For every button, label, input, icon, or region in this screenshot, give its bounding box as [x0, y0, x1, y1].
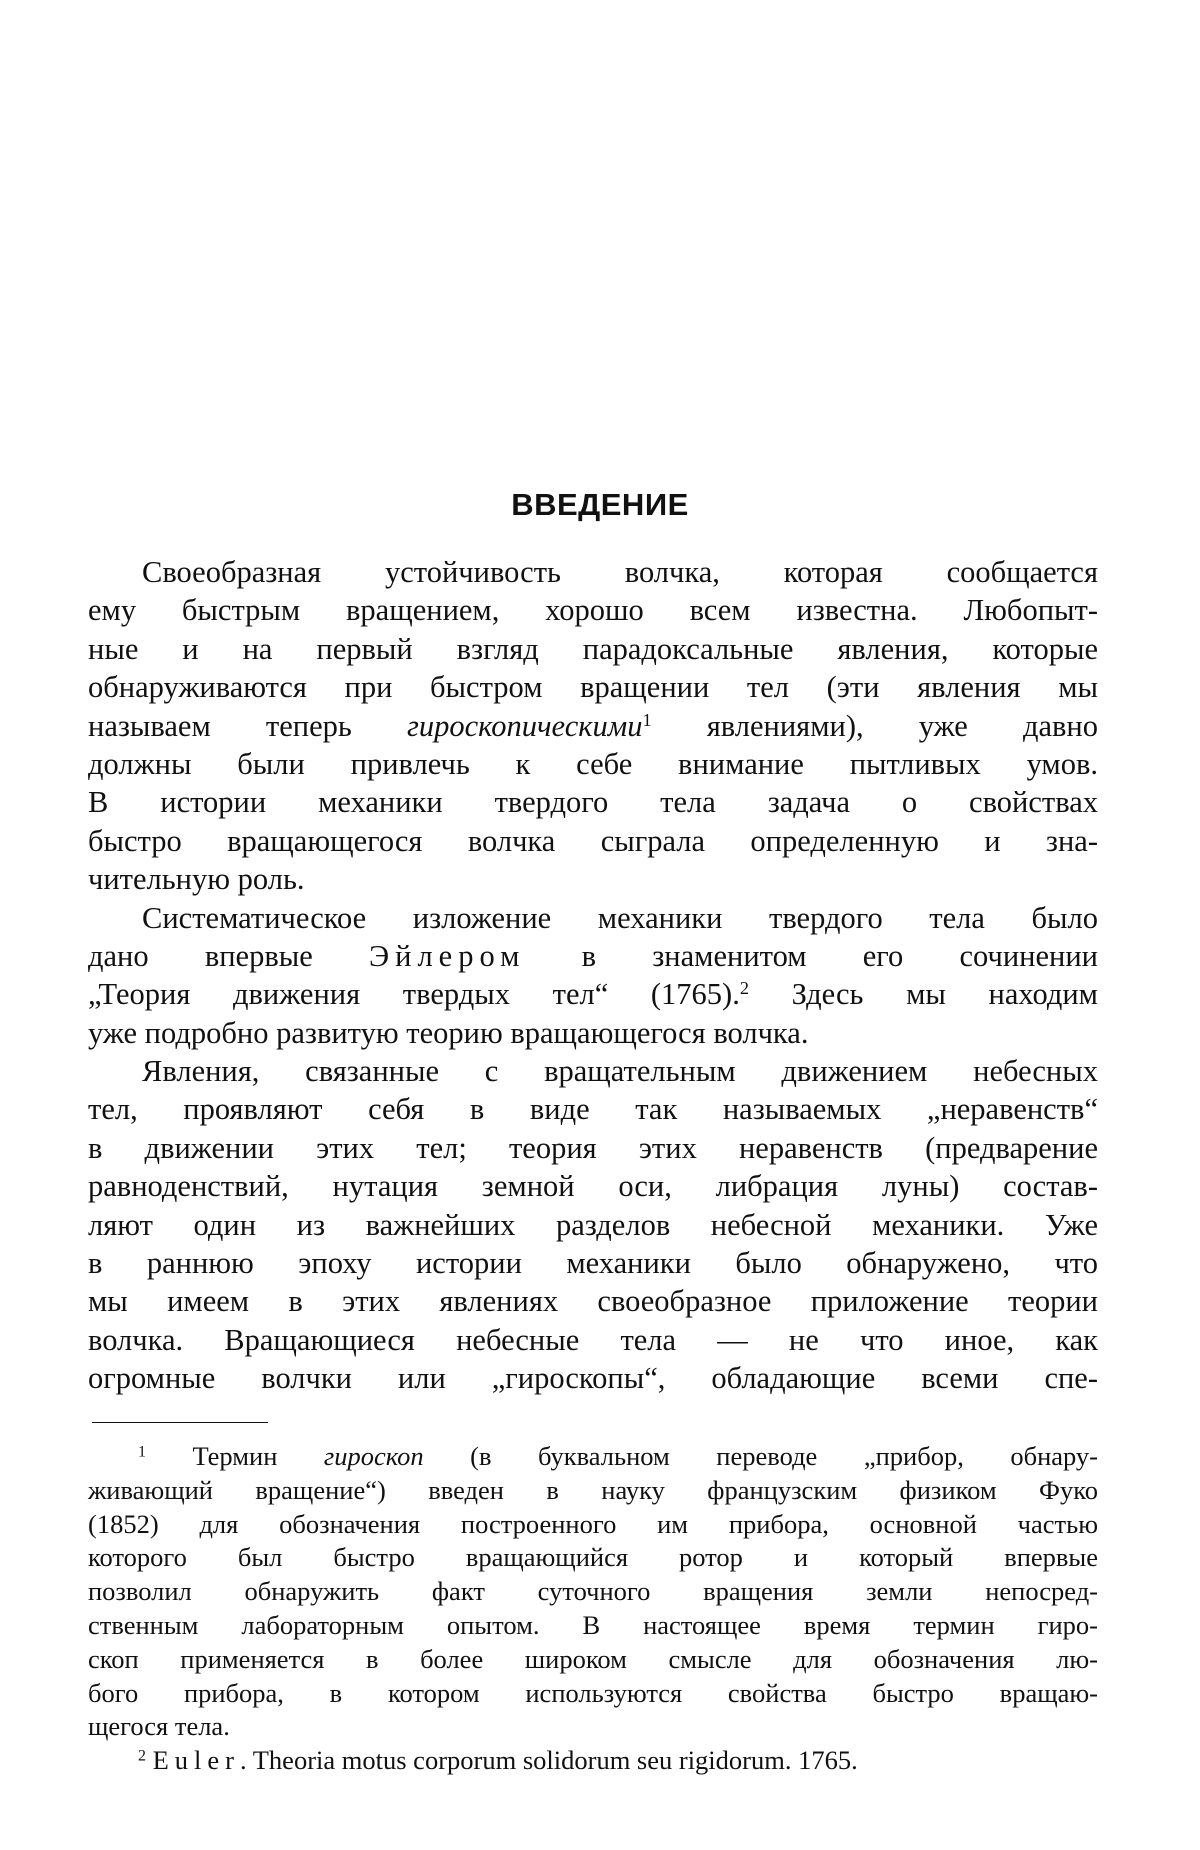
- text-line: ему быстрым вращением, хорошо всем известна. Любопыт-: [88, 593, 1098, 628]
- footnote-divider: [92, 1422, 268, 1423]
- footnote-ref-2: 2: [739, 978, 749, 999]
- footnote-2: [88, 1744, 1098, 1778]
- text-line: быстро вращающегося волчка сыграла определенную и зна-: [88, 823, 1098, 858]
- spaced-name: Euler: [152, 1745, 240, 1776]
- text-line: тел, проявляют себя в виде так называемых „неравенств“: [88, 1092, 1098, 1127]
- footnote-1: [88, 1440, 1098, 1744]
- text-line: волчка. Вращающиеся небесные тела — не что иное, как: [88, 1322, 1098, 1357]
- footnote-line: скоп применяется в более широком смысле для обозначения лю-: [88, 1643, 1098, 1674]
- italic-term: гироскоп: [323, 1441, 424, 1471]
- text-line: Систематическое изложение механики твердого тела было: [142, 900, 1098, 935]
- text-line: огромные волчки или „гироскопы“, обладающие всеми спе-: [88, 1361, 1098, 1396]
- chapter-title: ВВЕДЕНИЕ: [511, 487, 689, 522]
- text-line: в раннюю эпоху истории механики было обнаружено, что: [88, 1246, 1098, 1281]
- text-line: „Теория движения твердых тел“ (1765).$^2$ Здесь мы находим: [88, 977, 1098, 1012]
- footnote-line: щегося тела.: [88, 1711, 230, 1742]
- text-line: называем теперь гироскопическими$^1$ явлениями), уже давно: [88, 708, 1098, 743]
- paragraph-1: [88, 553, 1098, 899]
- text-line: мы имеем в этих явлениях своеобразное приложение теории: [88, 1284, 1098, 1319]
- footnote-ref-1: 1: [642, 709, 652, 730]
- spaced-name: Эйлером: [369, 938, 526, 973]
- text-line: в движении этих тел; теория этих неравенств (предварение: [88, 1130, 1098, 1165]
- text-line: равноденствий, нутация земной оси, либрация луны) состав-: [88, 1169, 1098, 1204]
- italic-term: гироскопическими: [406, 708, 643, 743]
- footnote-line: которого был быстро вращающийся ротор и который впервые: [88, 1542, 1098, 1573]
- footnote-line: живающий вращение“) введен в науку французским физиком Фуко: [88, 1474, 1098, 1505]
- footnotes: [88, 1440, 1098, 1778]
- text-line: ные и на первый взгляд парадоксальные явления, которые: [88, 631, 1098, 666]
- text-line: должны были привлечь к себе внимание пытливых умов.: [88, 746, 1098, 781]
- footnote-line: $^2$ Euler. Theoria motus corporum solidorum seu rigidorum. 1765.: [138, 1745, 858, 1776]
- text-line: чительную роль.: [88, 862, 305, 897]
- main-text: [88, 553, 1098, 1398]
- paragraph-3: [88, 1052, 1098, 1398]
- footnote-line: позволил обнаружить факт суточного вращения земли непосред-: [88, 1576, 1098, 1607]
- paragraph-2: [88, 899, 1098, 1053]
- text-line: ляют один из важнейших разделов небесной механики. Уже: [88, 1207, 1098, 1242]
- text-line: дано впервые Эйлером в знаменитом его сочинении: [88, 938, 1098, 973]
- text-line: уже подробно развитую теорию вращающегося волчка.: [88, 1015, 809, 1050]
- text-line: В истории механики твердого тела задача о свойствах: [88, 785, 1098, 820]
- footnote-line: $^1$ Термин гироскоп (в буквальном переводе „прибор, обнару-: [138, 1441, 1098, 1471]
- footnote-line: бого прибора, в котором используются свойства быстро вращаю-: [88, 1677, 1098, 1708]
- footnote-line: ственным лабораторным опытом. В настоящее время термин гиро-: [88, 1609, 1098, 1640]
- text-line: обнаруживаются при быстром вращении тел (эти явления мы: [88, 670, 1098, 705]
- footnote-line: (1852) для обозначения построенного им прибора, основной частью: [88, 1508, 1098, 1539]
- text-line: Своеобразная устойчивость волчка, которая сообщается: [142, 555, 1098, 589]
- text-line: Явления, связанные с вращательным движением небесных: [142, 1054, 1098, 1089]
